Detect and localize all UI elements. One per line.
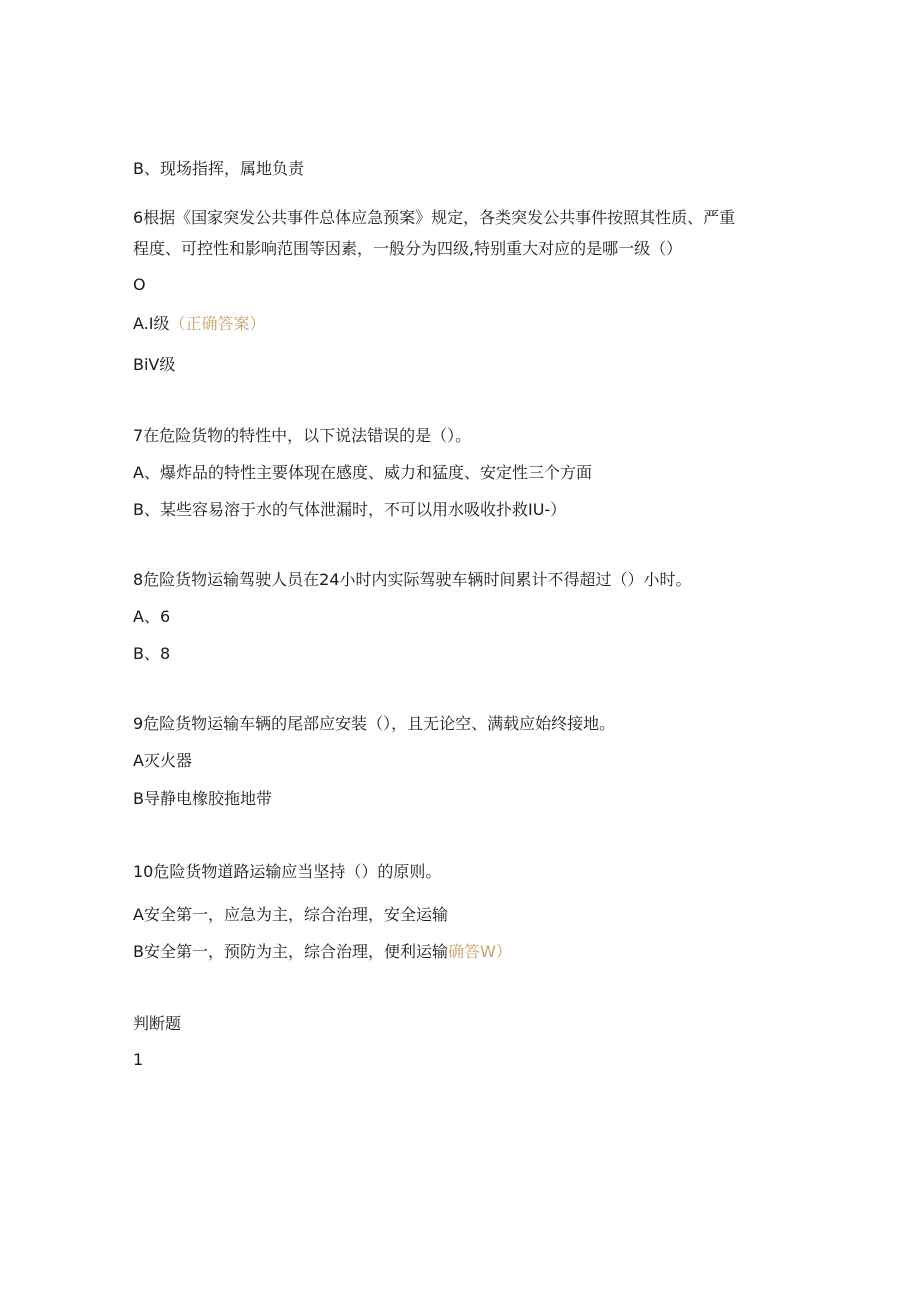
q10-option-a: A安全第一，应急为主，综合治理，安全运输 <box>133 905 448 924</box>
q6-stem-line-1: 6根据《国家突发公共事件总体应急预案》规定，各类突发公共事件按照其性质、严重 <box>133 208 736 227</box>
question-number: 1 <box>133 1050 144 1069</box>
q9-option-a: A灭火器 <box>133 751 192 770</box>
q7-option-a: A、爆炸品的特性主要体现在感度、威力和猛度、安定性三个方面 <box>133 463 592 482</box>
q8-option-b: B、8 <box>133 644 171 663</box>
correct-answer-marker: （正确答案） <box>169 314 266 333</box>
q5-option-b: B、现场指挥，属地负责 <box>133 159 304 178</box>
q6-option-a: A.I级（正确答案） <box>133 314 266 333</box>
q9-stem: 9危险货物运输车辆的尾部应安装（），且无论空、满载应始终接地。 <box>133 714 616 733</box>
q7-stem: 7在危险货物的特性中，以下说法错误的是（）。 <box>133 426 472 445</box>
q6-stem-line-3: O <box>133 275 146 294</box>
q10-option-b: B安全第一，预防为主，综合治理，便利运输确答W） <box>133 942 512 961</box>
q7-option-b: B、某些容易溶于水的气体泄漏时，不可以用水吸收扑救IU-） <box>133 500 567 519</box>
q8-option-a: A、6 <box>133 607 171 626</box>
q6-option-b: BiV级 <box>133 355 176 374</box>
q10-stem: 10危险货物道路运输应当坚持（）的原则。 <box>133 862 442 881</box>
correct-answer-marker: 确答W） <box>447 942 512 961</box>
section-heading-true-false: 判断题 <box>133 1014 182 1033</box>
q8-stem: 8危险货物运输驾驶人员在24小时内实际驾驶车辆时间累计不得超过（）小时。 <box>133 570 692 589</box>
q6-stem-line-2: 程度、可控性和影响范围等因素，一般分为四级,特别重大对应的是哪一级（） <box>133 239 683 258</box>
q9-option-b: B导静电橡胶拖地带 <box>133 789 272 808</box>
